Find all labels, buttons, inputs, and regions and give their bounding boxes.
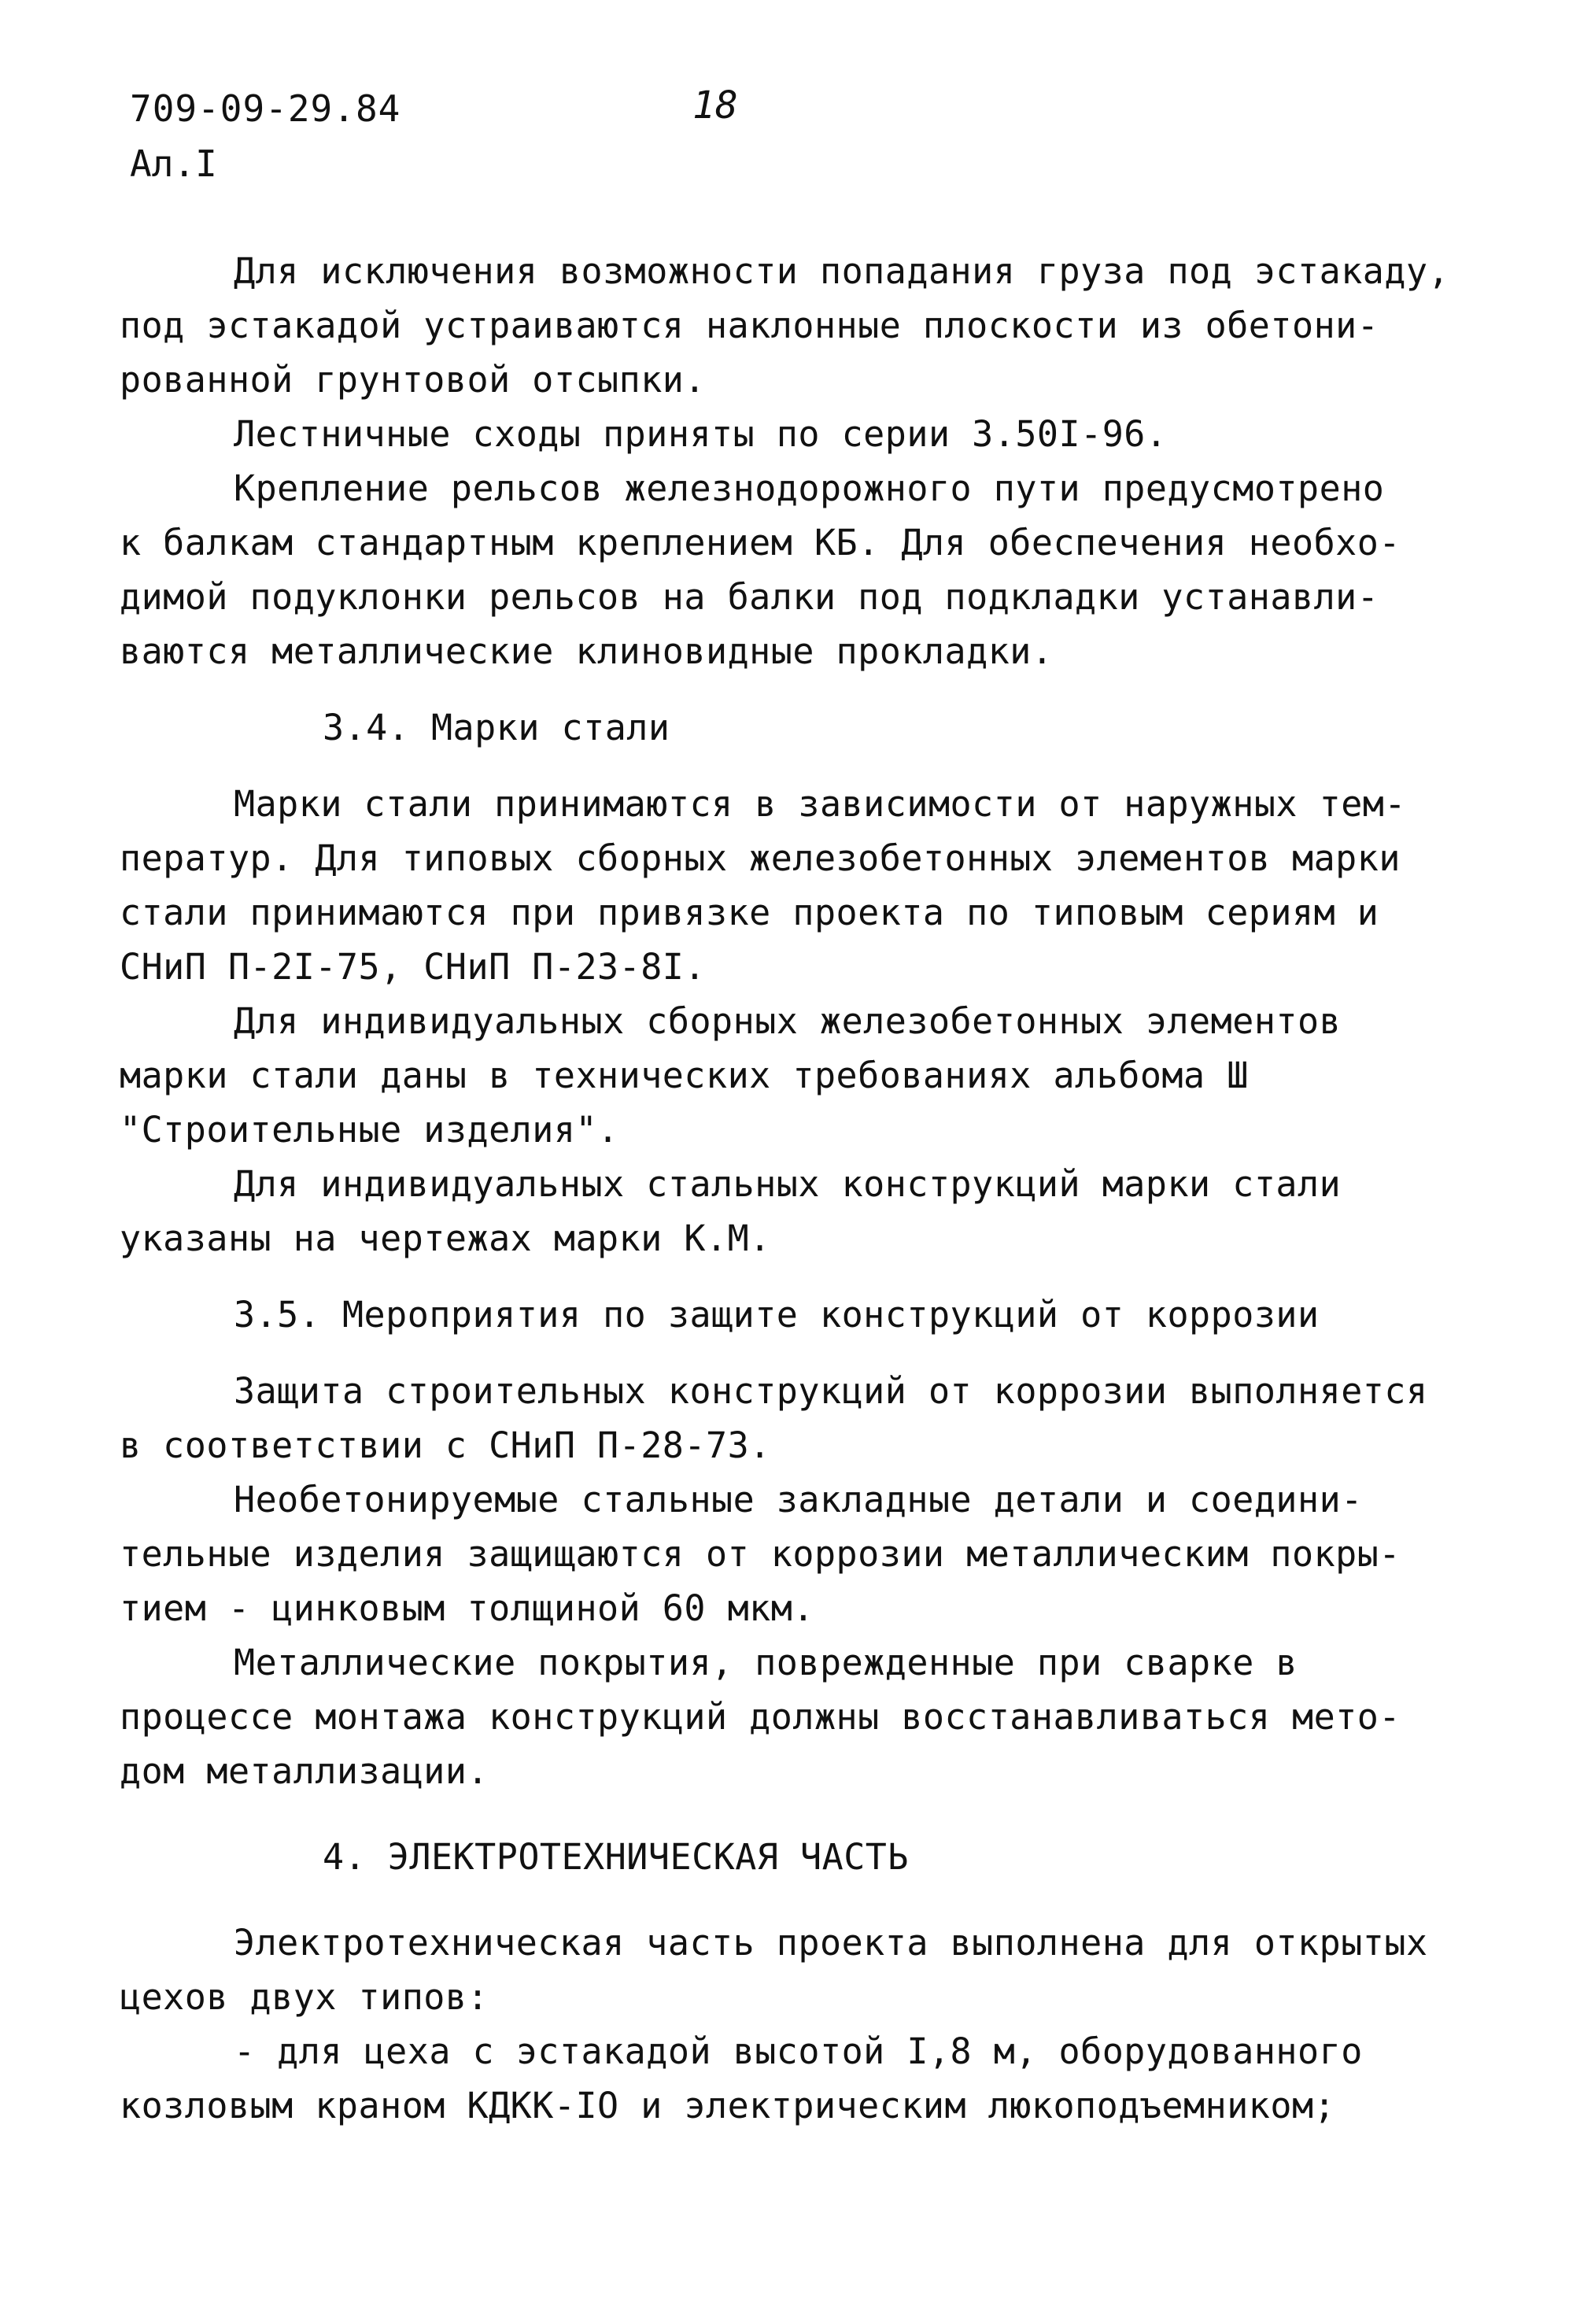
sheet-label: Ал.I (130, 142, 217, 185)
text-line: Для индивидуальных сборных железобетонных элементов (234, 1000, 1342, 1042)
text-line: козловым краном КДКК-IO и электрическим люкоподъемником; (120, 2085, 1336, 2126)
text-line: в соответствии с СНиП П-28-73. (120, 1424, 771, 1466)
spacer (120, 678, 1477, 700)
text-line: дом металлизации. (120, 1750, 489, 1792)
paragraph-embedded-parts (120, 1472, 1477, 1635)
text-line: СНиП П-2I-75, СНиП П-23-8I. (120, 946, 706, 988)
section-heading-4: 4. ЭЛЕКТРОТЕХНИЧЕСКАЯ ЧАСТЬ (323, 1836, 909, 1878)
list-item-workshop-type-1 (120, 2024, 1477, 2133)
text-line: Необетонируемые стальные закладные детали и соедини- (234, 1479, 1363, 1520)
paragraph-cargo-protection (120, 244, 1477, 407)
spacer (120, 1798, 1477, 1830)
paragraph-stairs (120, 407, 1477, 461)
paragraph-corrosion-protection (120, 1364, 1477, 1472)
text-line: указаны на чертежах марки К.М. (120, 1217, 771, 1259)
text-line: ваются металлические клиновидные прокладки. (120, 630, 1054, 672)
page-number: 18 (692, 83, 738, 127)
spacer (120, 755, 1477, 777)
text-line: рованной грунтовой отсыпки. (120, 359, 706, 401)
paragraph-electrical-part (120, 1916, 1477, 2024)
text-line: к балкам стандартным креплением КБ. Для обеспечения необхо- (120, 522, 1401, 563)
text-line: тием - цинковым толщиной 60 мкм. (120, 1587, 814, 1629)
text-line: Лестничные сходы приняты по серии 3.50I-96. (234, 413, 1168, 455)
text-line: цехов двух типов: (120, 1976, 489, 2018)
paragraph-metal-coatings (120, 1635, 1477, 1798)
text-line: Крепление рельсов железнодорожного пути предусмотрено (234, 467, 1385, 509)
text-line: Марки стали принимаются в зависимости от наружных тем- (234, 783, 1406, 825)
text-line: Защита строительных конструкций от коррозии выполняется (234, 1370, 1428, 1412)
paragraph-steel-grades (120, 777, 1477, 994)
text-line: марки стали даны в технических требованиях альбома Ш (120, 1055, 1249, 1096)
text-line: Металлические покрытия, поврежденные при сварке в (234, 1642, 1298, 1683)
section-heading-3-4: 3.4. Марки стали (323, 707, 670, 748)
paragraph-individual-steel (120, 1157, 1477, 1265)
spacer (120, 1884, 1477, 1916)
text-line: под эстакадой устраиваются наклонные плоскости из обетони- (120, 305, 1379, 346)
text-line: - для цеха с эстакадой высотой I,8 м, оборудованного (234, 2030, 1363, 2072)
spacer (120, 1342, 1477, 1364)
text-line: ператур. Для типовых сборных железобетонных элементов марки (120, 837, 1401, 879)
text-line: Электротехническая часть проекта выполнена для открытых (234, 1922, 1428, 1964)
section-heading-3-5: 3.5. Мероприятия по защите конструкций от коррозии (234, 1294, 1320, 1336)
text-line: димой подуклонки рельсов на балки под подкладки устанавли- (120, 576, 1379, 618)
text-line: "Строительные изделия". (120, 1109, 619, 1151)
text-line: стали принимаются при привязке проекта по типовым сериям и (120, 892, 1379, 933)
body-text (120, 244, 1477, 2133)
spacer (120, 1265, 1477, 1288)
text-line: тельные изделия защищаются от коррозии металлическим покры- (120, 1533, 1401, 1575)
paragraph-individual-precast (120, 994, 1477, 1157)
document-code: 709-09-29.84 (130, 87, 401, 130)
text-line: Для исключения возможности попадания груза под эстакаду, (234, 250, 1450, 292)
text-line: процессе монтажа конструкций должны восстанавливаться мето- (120, 1696, 1401, 1738)
paragraph-rail-fastening (120, 461, 1477, 678)
text-line: Для индивидуальных стальных конструкций марки стали (234, 1163, 1342, 1205)
